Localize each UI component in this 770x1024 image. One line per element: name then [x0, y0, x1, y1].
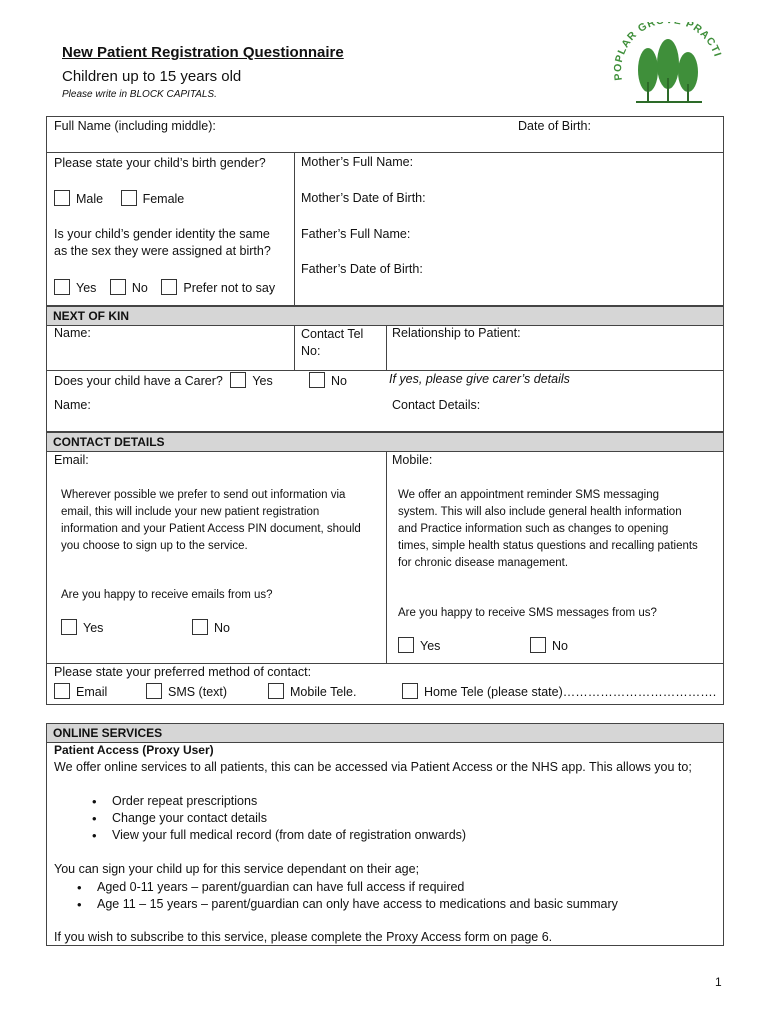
father-name-label: Father’s Full Name:: [301, 227, 411, 241]
pref-sms-label: SMS (text): [168, 685, 228, 699]
carer-no-checkbox[interactable]: [309, 372, 325, 388]
page-title: New Patient Registration Questionnaire: [62, 44, 344, 61]
mother-dob-label: Mother’s Date of Birth:: [301, 191, 426, 205]
contact-details-heading: CONTACT DETAILS: [47, 433, 723, 452]
carer-yes-label: Yes: [252, 374, 273, 388]
sms-no-checkbox[interactable]: [530, 637, 546, 653]
female-label: Female: [142, 192, 185, 206]
gender-identity-question: Is your child’s gender identity the same as the sex they were assigned at birth?: [54, 227, 271, 258]
sms-yes-checkbox[interactable]: [398, 637, 414, 653]
pref-email-label: Email: [76, 685, 108, 699]
online-bullet-list: [92, 793, 692, 844]
sms-question: Are you happy to receive SMS messages from us?: [398, 607, 657, 619]
list-item: • Order repeat prescriptions: [92, 793, 692, 810]
pref-home-label: Home Tele (please state)……………………………….: [424, 685, 717, 699]
carer-yes-checkbox[interactable]: [230, 372, 246, 388]
sms-yes-label: Yes: [420, 639, 441, 653]
practice-logo: [608, 22, 728, 112]
next-of-kin-heading: NEXT OF KIN: [47, 307, 723, 326]
page-number: 1: [715, 975, 722, 989]
pref-home-checkbox[interactable]: [402, 683, 418, 699]
relationship-label: Relationship to Patient:: [392, 326, 521, 340]
carer-question: Does your child have a Carer?: [54, 374, 223, 388]
identity-no-checkbox[interactable]: [110, 279, 126, 295]
pref-mobile-checkbox[interactable]: [268, 683, 284, 699]
list-item: • View your full medical record (from date of registration onwards): [92, 827, 692, 844]
identity-no-label: No: [131, 281, 148, 295]
identity-yes-checkbox[interactable]: [54, 279, 70, 295]
dob-label: Date of Birth:: [518, 119, 591, 133]
identity-yes-label: Yes: [76, 281, 97, 295]
mobile-label: Mobile:: [392, 453, 433, 467]
age-intro: You can sign your child up for this service dependant on their age;: [54, 862, 420, 876]
female-checkbox[interactable]: [121, 190, 137, 206]
list-item: • Age 11 – 15 years – parent/guardian can only have access to medications and basic summary: [77, 896, 707, 913]
proxy-user-heading: Patient Access (Proxy User): [54, 743, 214, 757]
email-no-checkbox[interactable]: [192, 619, 208, 635]
list-item: • Aged 0-11 years – parent/guardian can have full access if required: [77, 879, 707, 896]
male-checkbox[interactable]: [54, 190, 70, 206]
email-yes-checkbox[interactable]: [61, 619, 77, 635]
email-yes-label: Yes: [83, 621, 104, 635]
email-info-text: Wherever possible we prefer to send out information via email, this will include your new patient registration information and your Patient Access PIN document, should you choose to sign up to the service.: [61, 489, 361, 552]
logo-text: POPLAR GR PRACTI: [611, 22, 724, 82]
email-question: Are you happy to receive emails from us?: [61, 589, 273, 601]
pref-email-checkbox[interactable]: [54, 683, 70, 699]
child-details-box: [46, 116, 724, 306]
email-no-label: No: [214, 621, 230, 635]
pref-mobile-label: Mobile Tele.: [290, 685, 357, 699]
carer-note: If yes, please give carer’s details: [389, 372, 570, 386]
carer-contact-label: Contact Details:: [392, 398, 481, 412]
online-services-heading: ONLINE SERVICES: [47, 724, 723, 743]
sms-info-text: We offer an appointment reminder SMS messaging system. This will also include general health information and Practice information such as changes to opening times, simple health status questions and recalling patients for chronic disease management.: [398, 489, 698, 569]
proxy-access-footer: If you wish to subscribe to this service, please complete the Proxy Access form on page 6.: [54, 930, 553, 944]
pref-sms-checkbox[interactable]: [146, 683, 162, 699]
preferred-contact-question: Please state your preferred method of contact:: [54, 665, 312, 679]
carer-name-label: Name:: [54, 398, 91, 412]
online-intro: We offer online services to all patients, this can be accessed via Patient Access or the NHS app. This allows you to;: [54, 760, 692, 774]
mother-name-label: Mother’s Full Name:: [301, 155, 414, 169]
capitals-note: Please write in BLOCK CAPITALS.: [62, 89, 217, 100]
email-label: Email:: [54, 453, 89, 467]
age-bullet-list: [77, 879, 707, 913]
prefer-not-label: Prefer not to say: [183, 281, 276, 295]
list-item: • Change your contact details: [92, 810, 692, 827]
prefer-not-checkbox[interactable]: [161, 279, 177, 295]
page-subtitle: Children up to 15 years old: [62, 68, 242, 85]
birth-gender-question: Please state your child’s birth gender?: [54, 156, 266, 170]
contact-tel-label: Contact Tel No:: [301, 327, 364, 358]
father-dob-label: Father’s Date of Birth:: [301, 262, 423, 276]
full-name-label: Full Name (including middle):: [54, 119, 216, 133]
nok-name-label: Name:: [54, 326, 91, 340]
sms-no-label: No: [552, 639, 568, 653]
male-label: Male: [76, 192, 104, 206]
carer-no-label: No: [331, 374, 347, 388]
